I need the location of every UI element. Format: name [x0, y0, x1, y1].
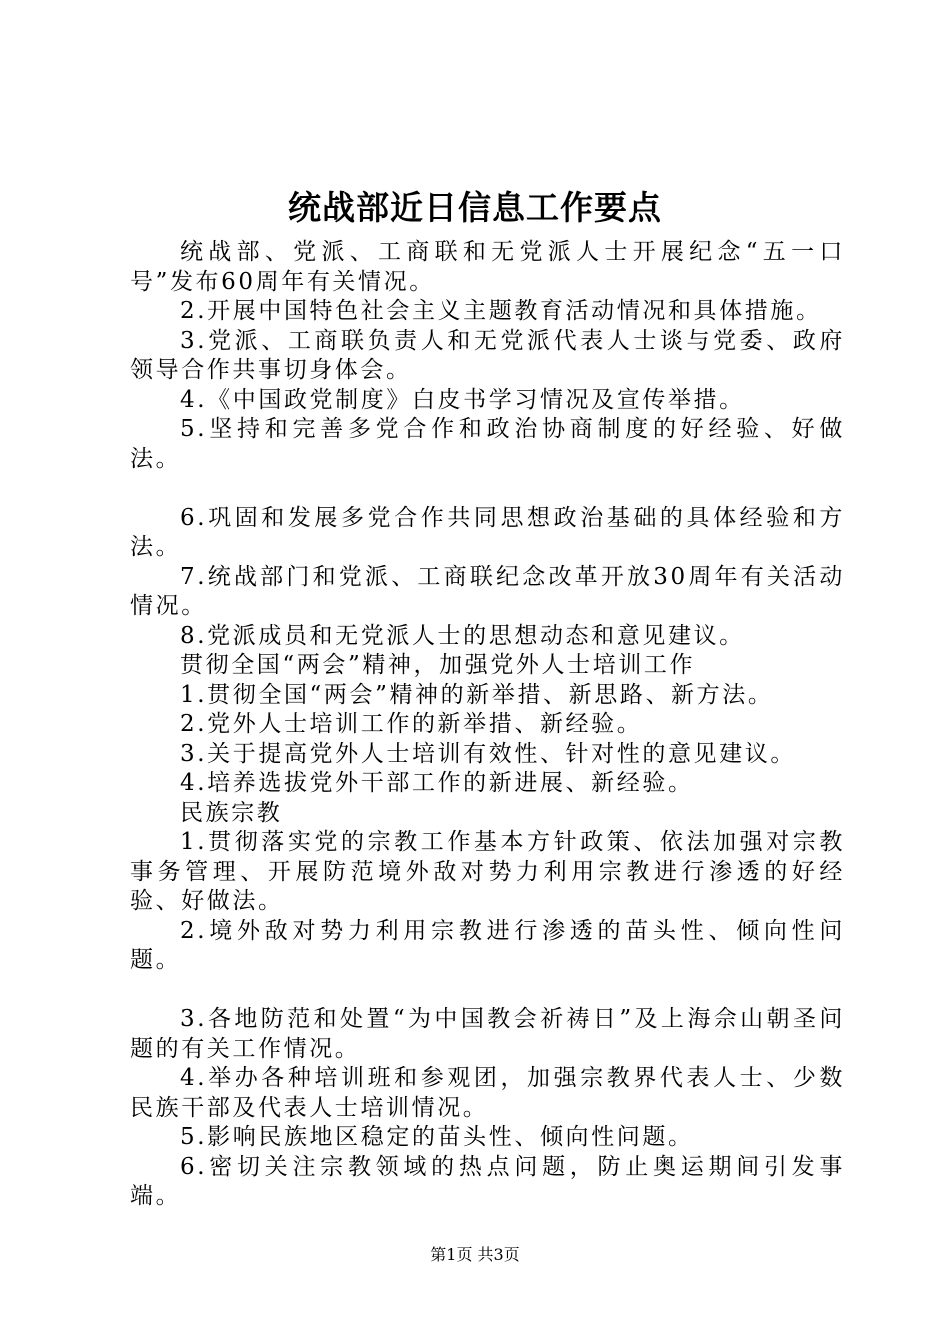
paragraph: 1.贯彻落实党的宗教工作基本方针政策、依法加强对宗教事务管理、开展防范境外敌对势力利用宗教进行渗透的好经验、好做法。 — [130, 829, 845, 914]
section-heading: 贯彻全国“两会”精神，加强党外人士培训工作 — [180, 652, 696, 678]
paragraph: 4.《中国政党制度》白皮书学习情况及宣传举措。 — [180, 386, 745, 413]
paragraph: 4.培养选拔党外干部工作的新进展、新经验。 — [180, 770, 694, 796]
paragraph: 1.贯彻全国“两会”精神的新举措、新思路、新方法。 — [180, 681, 774, 708]
document-title: 统战部近日信息工作要点 — [288, 188, 662, 227]
paragraph: 2.开展中国特色社会主义主题教育活动情况和具体措施。 — [180, 298, 822, 324]
paragraph: 4.举办各种培训班和参观团，加强宗教界代表人士、少数民族干部及代表人士培训情况。 — [130, 1065, 845, 1121]
paragraph: 3.党派、工商联负责人和无党派代表人士谈与党委、政府领导合作共事切身体会。 — [130, 327, 845, 383]
paragraph: 6.密切关注宗教领域的热点问题，防止奥运期间引发事端。 — [130, 1153, 845, 1209]
paragraph: 3.关于提高党外人士培训有效性、针对性的意见建议。 — [180, 740, 796, 767]
page-number-footer: 第1页 共3页 — [430, 1245, 520, 1264]
section-heading: 民族宗教 — [180, 799, 283, 826]
paragraph: 5.坚持和完善多党合作和政治协商制度的好经验、好做法。 — [130, 416, 845, 472]
paragraph: 8.党派成员和无党派人士的思想动态和意见建议。 — [180, 622, 745, 649]
paragraph: 统战部、党派、工商联和无党派人士开展纪念“五一口号”发布60周年有关情况。 — [130, 239, 845, 295]
paragraph: 7.统战部门和党派、工商联纪念改革开放30周年有关活动情况。 — [130, 563, 845, 619]
paragraph: 6.巩固和发展多党合作共同思想政治基础的具体经验和方法。 — [130, 504, 845, 560]
paragraph: 2.境外敌对势力利用宗教进行渗透的苗头性、倾向性问题。 — [130, 917, 845, 973]
paragraph: 5.影响民族地区稳定的苗头性、倾向性问题。 — [180, 1124, 694, 1150]
document-body — [130, 238, 845, 1212]
paragraph: 3.各地防范和处置“为中国教会祈祷日”及上海佘山朝圣问题的有关工作情况。 — [130, 1006, 845, 1062]
paragraph: 2.党外人士培训工作的新举措、新经验。 — [180, 711, 643, 737]
